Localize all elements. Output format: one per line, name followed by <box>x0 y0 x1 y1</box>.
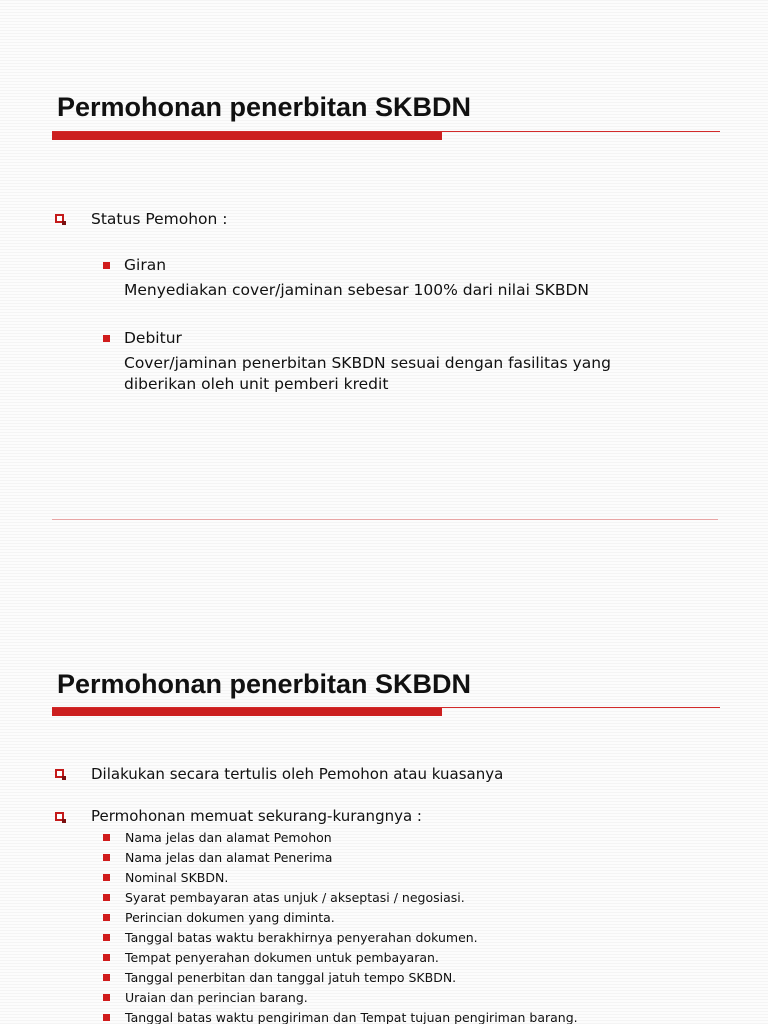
square-bullet-icon <box>103 1014 110 1021</box>
title-underline-thick <box>52 708 442 716</box>
slide-1-bottom-divider <box>52 519 718 520</box>
slide-2-title: Permohonan penerbitan SKBDN <box>57 669 472 699</box>
list-item: Tanggal batas waktu berakhirnya penyerahan dokumen. <box>125 930 478 945</box>
list-item: Nominal SKBDN. <box>125 870 229 885</box>
item-giran-description: Menyediakan cover/jaminan sebesar 100% dari nilai SKBDN <box>124 281 590 299</box>
hollow-square-bullet-icon <box>55 769 64 778</box>
point-tertulis: Dilakukan secara tertulis oleh Pemohon atau kuasanya <box>91 765 504 783</box>
list-item: Tanggal penerbitan dan tanggal jatuh tempo SKBDN. <box>125 970 457 985</box>
square-bullet-icon <box>103 834 110 841</box>
list-item: Syarat pembayaran atas unjuk / akseptasi / negosiasi. <box>125 890 465 905</box>
list-item: Tanggal batas waktu pengiriman dan Tempat tujuan pengiriman barang. <box>125 1010 578 1024</box>
square-bullet-icon <box>103 994 110 1001</box>
square-bullet-icon <box>103 894 110 901</box>
list-item: Nama jelas dan alamat Pemohon <box>125 830 332 845</box>
list-item: Perincian dokumen yang diminta. <box>125 910 335 925</box>
hollow-square-bullet-icon <box>55 214 64 223</box>
list-item: Tempat penyerahan dokumen untuk pembayaran. <box>125 950 439 965</box>
item-debitur-description-line-1: Cover/jaminan penerbitan SKBDN sesuai dengan fasilitas yang <box>124 354 611 372</box>
square-bullet-icon <box>103 974 110 981</box>
status-pemohon-label: Status Pemohon : <box>91 210 228 228</box>
square-bullet-icon <box>103 854 110 861</box>
square-bullet-icon <box>103 262 110 269</box>
item-debitur-heading: Debitur <box>124 329 182 347</box>
item-debitur-description-line-2: diberikan oleh unit pemberi kredit <box>124 375 389 393</box>
square-bullet-icon <box>103 335 110 342</box>
list-item: Uraian dan perincian barang. <box>125 990 308 1005</box>
hollow-square-bullet-icon <box>55 812 64 821</box>
square-bullet-icon <box>103 914 110 921</box>
title-underline-thick <box>52 132 442 140</box>
square-bullet-icon <box>103 934 110 941</box>
slide-1-title: Permohonan penerbitan SKBDN <box>57 92 472 122</box>
item-giran-heading: Giran <box>124 256 167 274</box>
point-permohonan-memuat: Permohonan memuat sekurang-kurangnya : <box>91 807 422 825</box>
square-bullet-icon <box>103 874 110 881</box>
list-item: Nama jelas dan alamat Penerima <box>125 850 333 865</box>
slide-2 <box>0 578 768 1024</box>
square-bullet-icon <box>103 954 110 961</box>
